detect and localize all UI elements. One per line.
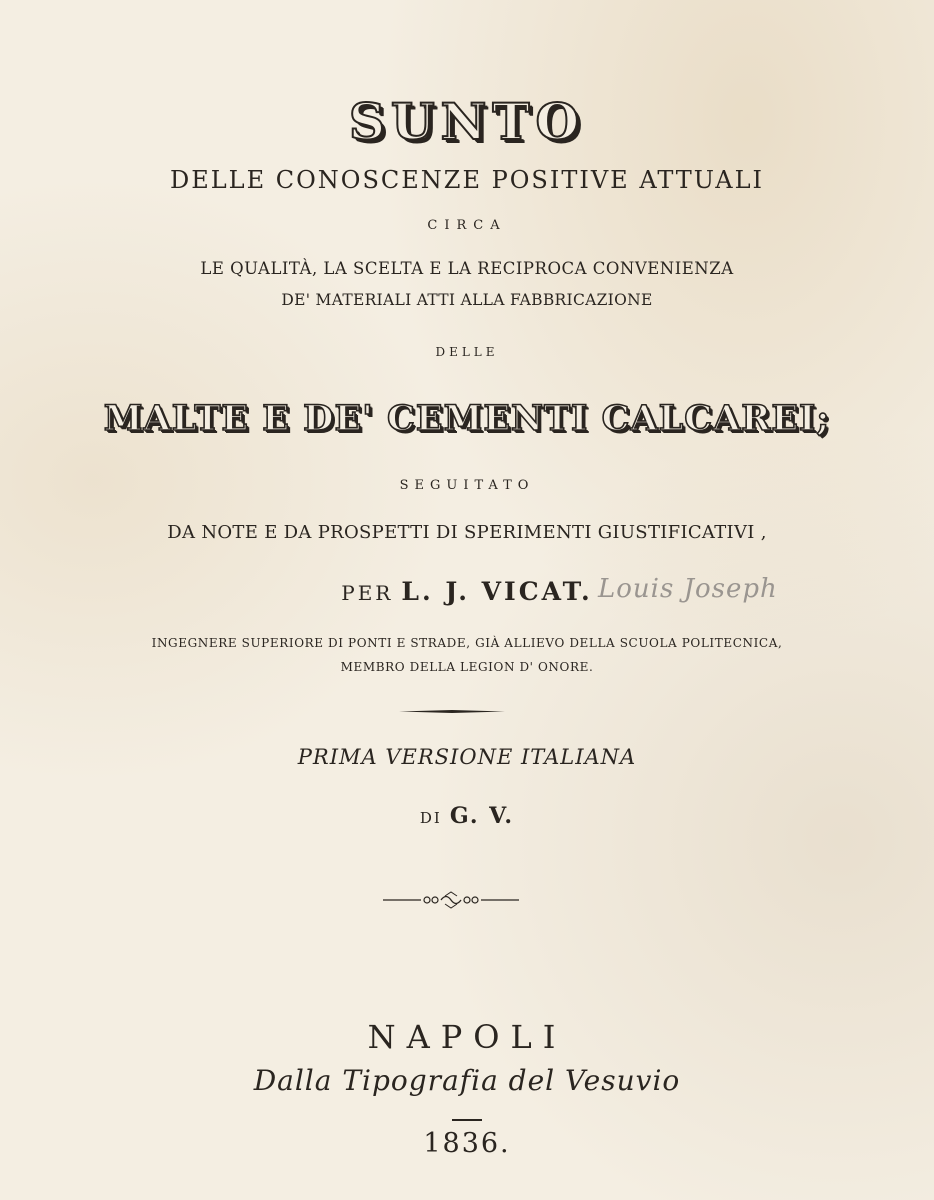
handwritten-annotation: Louis Joseph (598, 574, 778, 604)
imprint-city: NAPOLI (367, 1018, 567, 1056)
translator-name: G. V. (449, 803, 515, 829)
circa-text: CIRCA (427, 218, 507, 233)
ornament-flourish-icon (383, 890, 519, 910)
seguitato-text: SEGUITATO (399, 478, 535, 493)
di-label: DI (419, 809, 442, 827)
small-rule (452, 1119, 482, 1121)
imprint-year: 1836. (423, 1128, 511, 1159)
edition-line: PRIMA VERSIONE ITALIANA (297, 745, 637, 769)
author-title-line-1: INGEGNERE SUPERIORE DI PONTI E STRADE, GIÀ ALLIEVO DELLA SCUOLA POLITECNICA, (151, 636, 783, 650)
subtitle-line-2: LE QUALITÀ, LA SCELTA E LA RECIPROCA CONVENIENZA (200, 259, 734, 278)
notes-line: DA NOTE E DA PROSPETTI DI SPERIMENTI GIUSTIFICATIVI , (167, 522, 767, 543)
divider-rule (399, 710, 505, 713)
subtitle-line-1: DELLE CONOSCENZE POSITIVE ATTUALI (169, 166, 765, 194)
author-line (0, 577, 934, 606)
main-title: MALTE E DE' CEMENTI CALCAREI; (103, 398, 831, 439)
author-name: L. J. VICAT. (401, 577, 593, 606)
book-title: SUNTO (348, 92, 586, 151)
imprint-printer: Dalla Tipografia del Vesuvio (253, 1064, 681, 1097)
delle-text: DELLE (435, 345, 499, 359)
translator-line (0, 803, 934, 829)
subtitle-line-3: DE' MATERIALI ATTI ALLA FABBRICAZIONE (281, 291, 653, 309)
per-label: PER (341, 581, 394, 605)
author-title-line-2: MEMBRO DELLA LEGION D' ONORE. (340, 660, 594, 674)
